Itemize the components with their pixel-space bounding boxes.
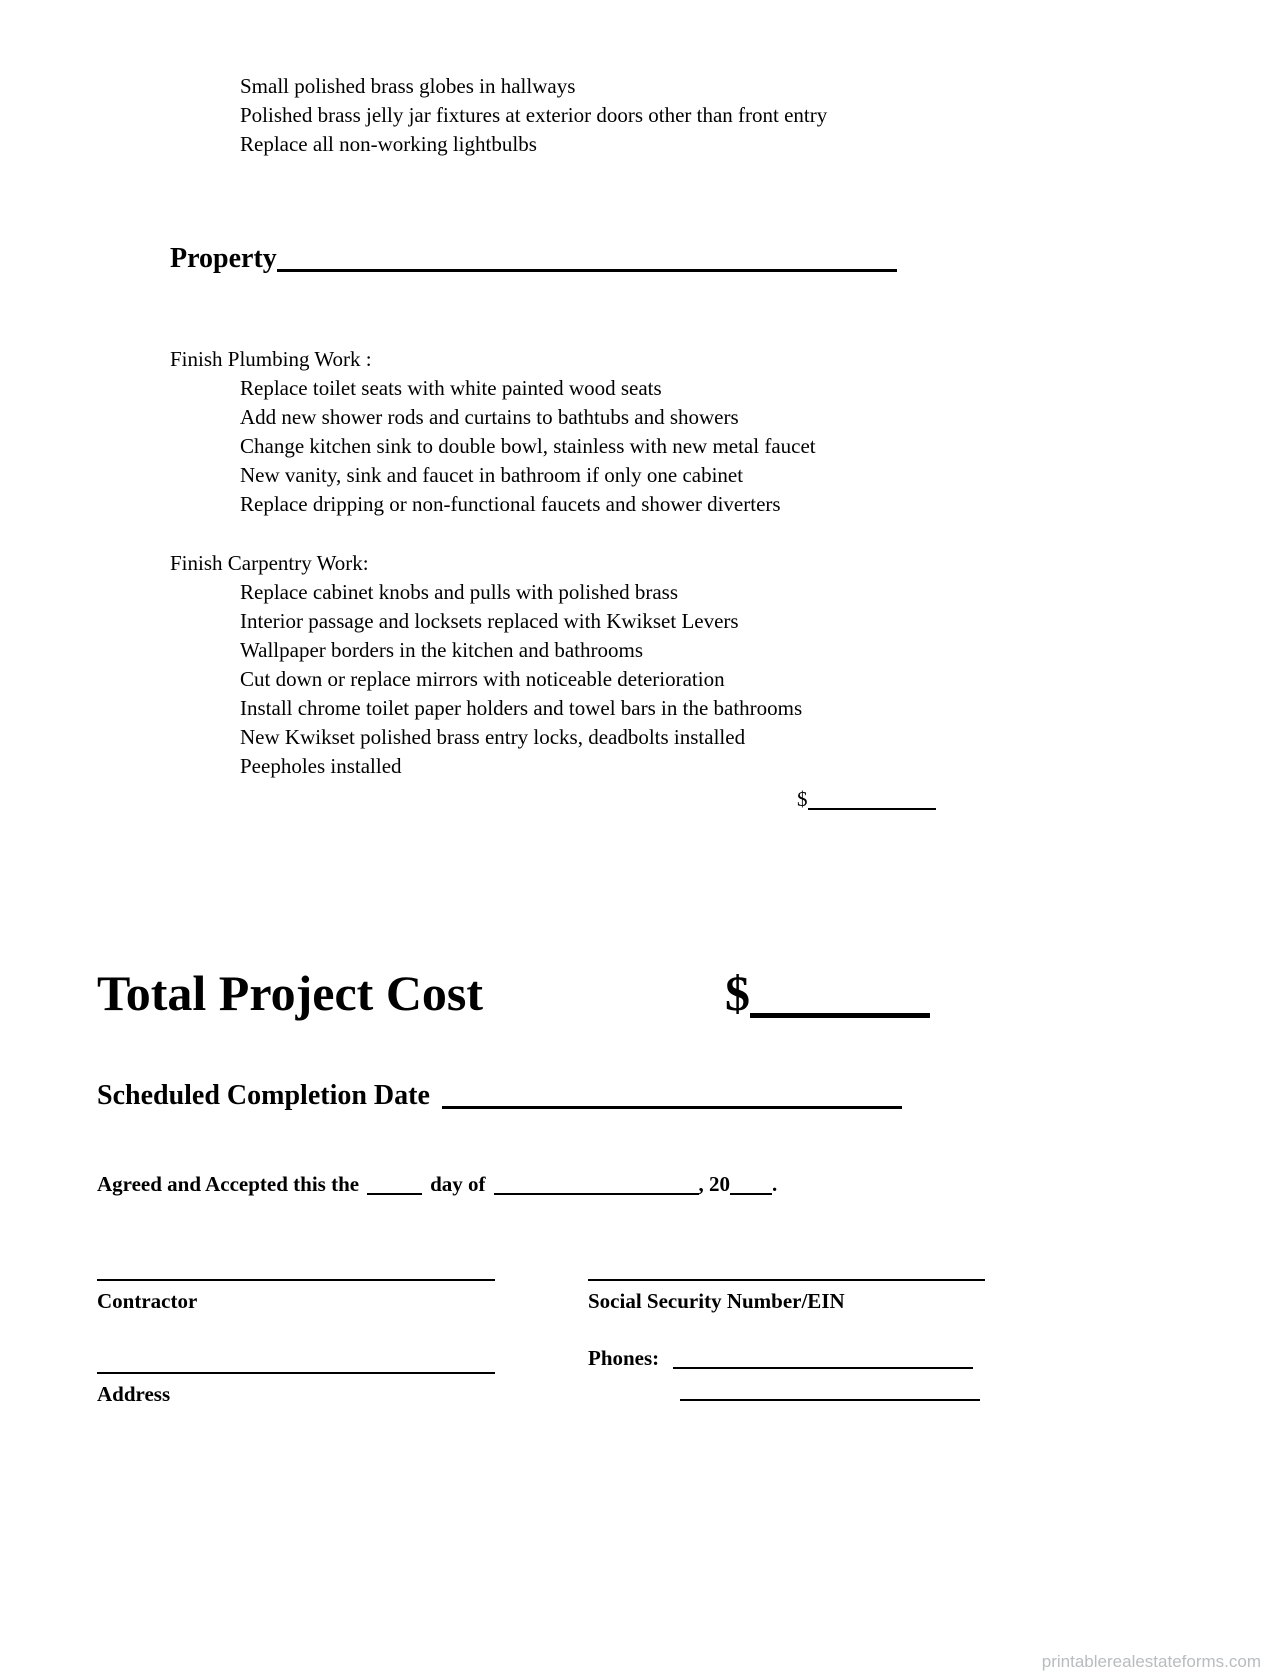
property-blank [277,267,897,272]
list-item: Replace all non-working lightbulbs [240,132,537,156]
intro-list [240,0,1275,159]
list-item: New Kwikset polished brass entry locks, deadbolts installed [240,725,746,749]
agreement-line [97,1172,1275,1197]
subtotal-row [797,785,1275,814]
total-row [97,964,1275,1022]
list-item: Change kitchen sink to double bowl, stainless with new metal faucet [240,434,816,458]
contractor-label: Contractor [97,1289,198,1313]
list-item: Peepholes installed [240,754,402,778]
total-amount [725,964,930,1022]
total-project-cost-label: Total Project Cost [97,965,484,1021]
phones-label: Phones: [588,1346,660,1370]
agreement-text-1: Agreed and Accepted this the [97,1172,360,1196]
carpentry-items [240,578,1275,781]
watermark: printablerealestateforms.com [1041,1652,1261,1671]
year-blank [730,1191,772,1195]
list-item: Wallpaper borders in the kitchen and bathrooms [240,638,644,662]
total-currency-symbol: $ [725,965,750,1021]
day-blank [367,1191,422,1195]
agreement-text-2: day of [430,1172,486,1196]
plumbing-items [240,374,1275,519]
phones-row [588,1346,985,1371]
list-item: Small polished brass globes in hallways [240,74,576,98]
address-line [97,1372,495,1374]
property-label: Property [170,243,277,274]
contractor-column [97,1279,495,1409]
list-item: Interior passage and locksets replaced with Kwikset Levers [240,609,739,633]
month-blank [494,1191,699,1195]
list-item: New vanity, sink and faucet in bathroom if only one cabinet [240,463,744,487]
total-amount-blank [750,1011,930,1018]
section-title-plumbing: Finish Plumbing Work : [170,347,372,371]
plumbing-section [0,345,1275,519]
signature-area [97,1279,1275,1409]
section-title-carpentry: Finish Carpentry Work: [170,551,369,575]
ssn-label: Social Security Number/EIN [588,1289,845,1313]
agreement-text-4: . [772,1172,778,1196]
list-item: Replace cabinet knobs and pulls with polished brass [240,580,678,604]
phone-line-2 [680,1399,980,1401]
subtotal-blank [808,806,936,810]
currency-symbol: $ [797,787,808,811]
list-item: Polished brass jelly jar fixtures at exterior doors other than front entry [240,103,828,127]
list-item: Cut down or replace mirrors with noticeable deterioration [240,667,725,691]
completion-row [97,1080,1275,1112]
ssn-phone-column [588,1279,985,1409]
list-item: Add new shower rods and curtains to bathtubs and showers [240,405,739,429]
ssn-line [588,1279,985,1281]
scheduled-completion-label: Scheduled Completion Date [97,1080,430,1111]
phone-line-1 [673,1365,973,1369]
contractor-signature-line [97,1279,495,1281]
carpentry-section [0,549,1275,781]
list-item: Replace toilet seats with white painted wood seats [240,376,662,400]
completion-date-blank [442,1104,902,1109]
agreement-text-3: , 20 [698,1172,731,1196]
list-item: Replace dripping or non-functional faucets and shower diverters [240,492,781,516]
address-label: Address [97,1382,171,1406]
property-heading [170,243,1275,275]
list-item: Install chrome toilet paper holders and towel bars in the bathrooms [240,696,803,720]
